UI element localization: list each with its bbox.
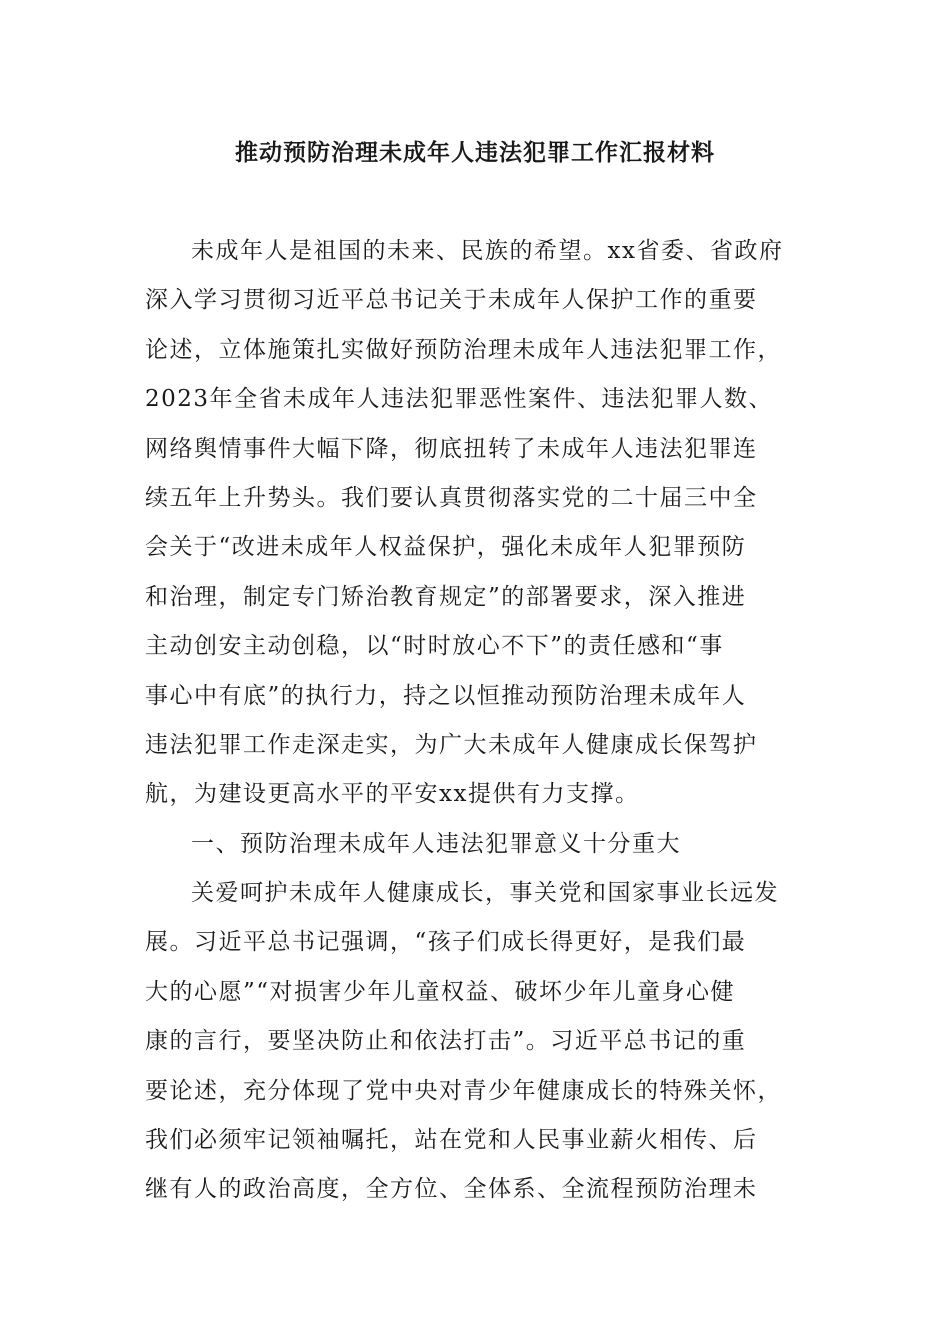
text-line: 一、预防治理未成年人违法犯罪意义十分重大 xyxy=(191,830,681,857)
text-line: 关爱呵护未成年人健康成长，事关党和国家事业长远发 xyxy=(191,880,779,907)
text-line: 续五年上升势头。我们要认真贯彻落实党的二十届三中全 xyxy=(145,484,758,511)
text-line: 未成年人是祖国的未来、民族的希望。xx省委、省政府 xyxy=(191,238,784,264)
text-line: 主动创安主动创稳，以“时时放心不下”的责任感和“事 xyxy=(145,633,724,660)
text-line: 大的心愿”“对损害少年儿童权益、破坏少年儿童身心健 xyxy=(145,978,736,1005)
text-line: 会关于“改进未成年人权益保护，强化未成年人犯罪预防 xyxy=(145,534,747,561)
text-line: 事心中有底”的执行力，持之以恒推动预防治理未成年人 xyxy=(145,682,747,709)
document-title: 推动预防治理未成年人违法犯罪工作汇报材料 xyxy=(235,139,715,166)
text-line: 航，为建设更高水平的平安xx提供有力支撑。 xyxy=(145,781,640,808)
text-line: 要论述，充分体现了党中央对青少年健康成长的特殊关怀， xyxy=(145,1077,782,1104)
text-line: 继有人的政治高度，全方位、全体系、全流程预防治理未 xyxy=(145,1176,758,1203)
text-line: 违法犯罪工作走深走实，为广大未成年人健康成长保驾护 xyxy=(145,731,758,758)
text-line: 论述，立体施策扎实做好预防治理未成年人违法犯罪工作， xyxy=(145,336,782,363)
text-line: 网络舆情事件大幅下降，彻底扭转了未成年人违法犯罪连 xyxy=(145,435,758,462)
text-line: 2023年全省未成年人违法犯罪恶性案件、违法犯罪人数、 xyxy=(145,386,774,413)
text-line: 深入学习贯彻习近平总书记关于未成年人保护工作的重要 xyxy=(145,287,758,314)
text-line: 康的言行，要坚决防止和依法打击”。习近平总书记的重 xyxy=(145,1028,747,1055)
text-line: 展。习近平总书记强调，“孩子们成长得更好，是我们最 xyxy=(145,929,747,956)
document-body xyxy=(145,227,805,1215)
text-line: 和治理，制定专门矫治教育规定”的部署要求，深入推进 xyxy=(145,583,747,610)
text-line: 我们必须牢记领袖嘱托，站在党和人民事业薪火相传、后 xyxy=(145,1127,758,1154)
